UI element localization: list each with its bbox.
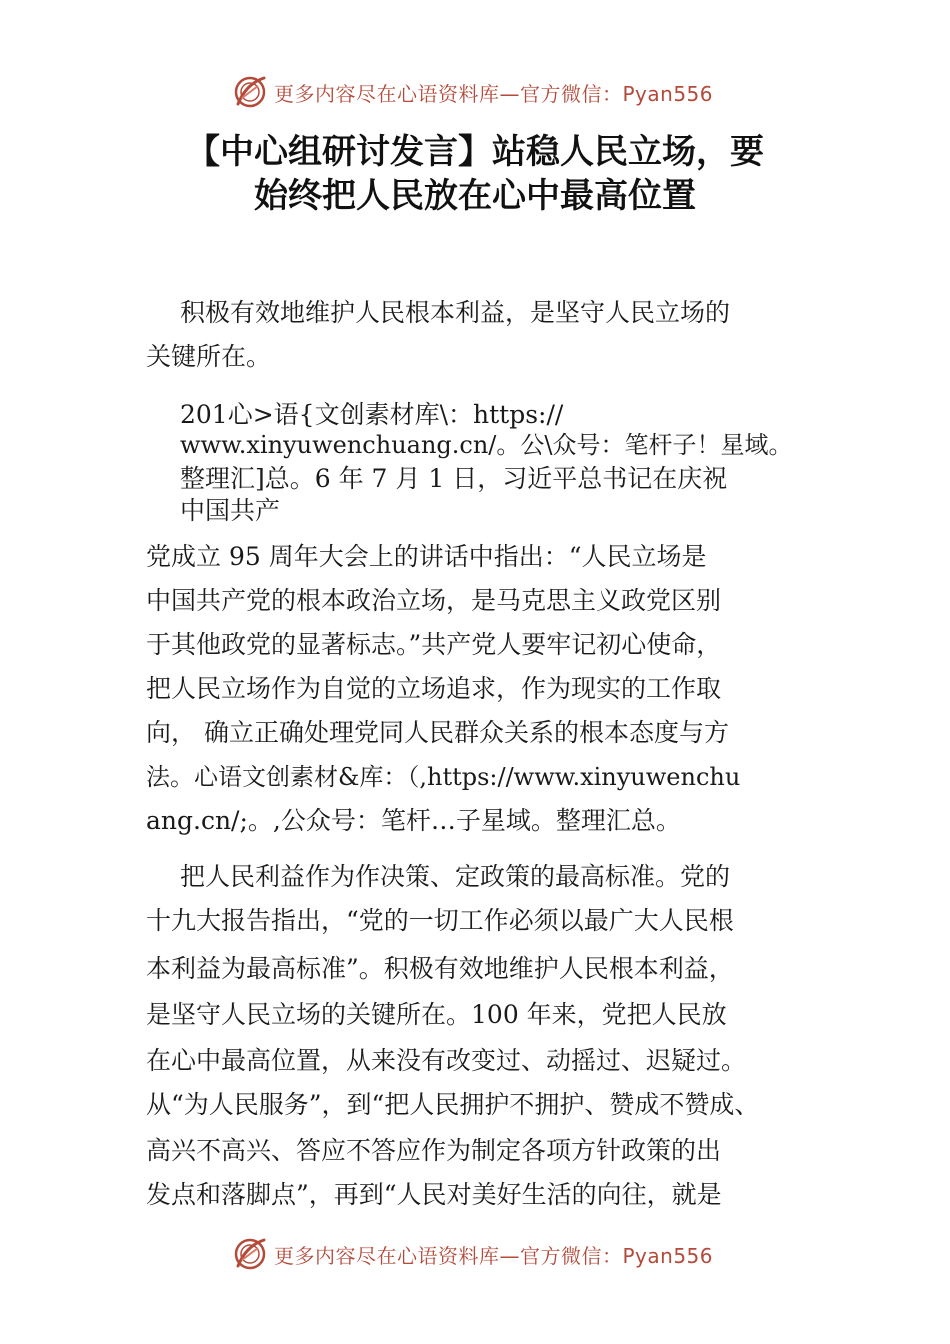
- banner-text: 更多内容尽在心语资料库—官方微信：Pyan556: [274, 81, 714, 106]
- text-line: 党成立 95 周年大会上的讲话中指出：“人民立场是: [146, 542, 707, 571]
- text-line: 积极有效地维护人民根本利益，是坚守人民立场的: [180, 298, 731, 327]
- banner-text: 更多内容尽在心语资料库—官方微信：Pyan556: [274, 1243, 714, 1268]
- text-line: 201心>语{文创素材库\：https://: [180, 400, 564, 429]
- text-line: 关键所在。: [146, 342, 272, 371]
- text-line: 法。心语文创素材&库：（,https://www.xinyuwenchu: [146, 763, 741, 791]
- text-line: 于其他政党的显著标志。”共产党人要牢记初心使命，: [146, 630, 722, 659]
- text-line: 十九大报告指出，“党的一切工作必须以最广大人民根: [146, 906, 734, 935]
- text-line: 把人民利益作为作决策、定政策的最高标准。党的: [180, 862, 731, 891]
- text-line: 在心中最高位置，从来没有改变过、动摇过、迟疑过。: [146, 1046, 747, 1075]
- seal-logo-icon: [232, 74, 268, 110]
- seal-logo-icon: [232, 1236, 268, 1272]
- text-line: 中国共产党的根本政治立场，是马克思主义政党区别: [146, 586, 722, 615]
- page-title: [90, 130, 860, 218]
- title-line-2: 始终把人民放在心中最高位置: [254, 176, 696, 216]
- text-line: 从“为人民服务”，到“把人民拥护不拥护、赞成不赞成、: [146, 1090, 760, 1119]
- text-line: 把人民立场作为自觉的立场追求，作为现实的工作取: [146, 674, 722, 703]
- text-line: 发点和落脚点”，再到“人民对美好生活的向往，就是: [146, 1180, 722, 1209]
- text-line: ang.cn/;。,公众号：笔杆…子星域。整理汇总。: [146, 806, 681, 835]
- text-line: 本利益为最高标准”。积极有效地维护人民根本利益，: [146, 954, 734, 983]
- text-line: 中国共产: [180, 496, 281, 525]
- text-line: 是坚守人民立场的关键所在。100 年来，党把人民放: [146, 1000, 727, 1029]
- footer-banner: [232, 1232, 752, 1276]
- header-banner: [232, 70, 752, 114]
- title-line-1: 【中心组研讨发言】站稳人民立场，要: [186, 132, 764, 172]
- text-line: 向， 确立正确处理党同人民群众关系的根本态度与方: [146, 718, 729, 747]
- text-line: 整理汇]总。6 年 7 月 1 日，习近平总书记在庆祝: [180, 464, 728, 493]
- text-line: www.xinyuwenchuang.cn/。公\众号：笔杆子！星域。: [180, 431, 793, 459]
- text-line: 高兴不高兴、答应不答应作为制定各项方针政策的出: [146, 1136, 722, 1165]
